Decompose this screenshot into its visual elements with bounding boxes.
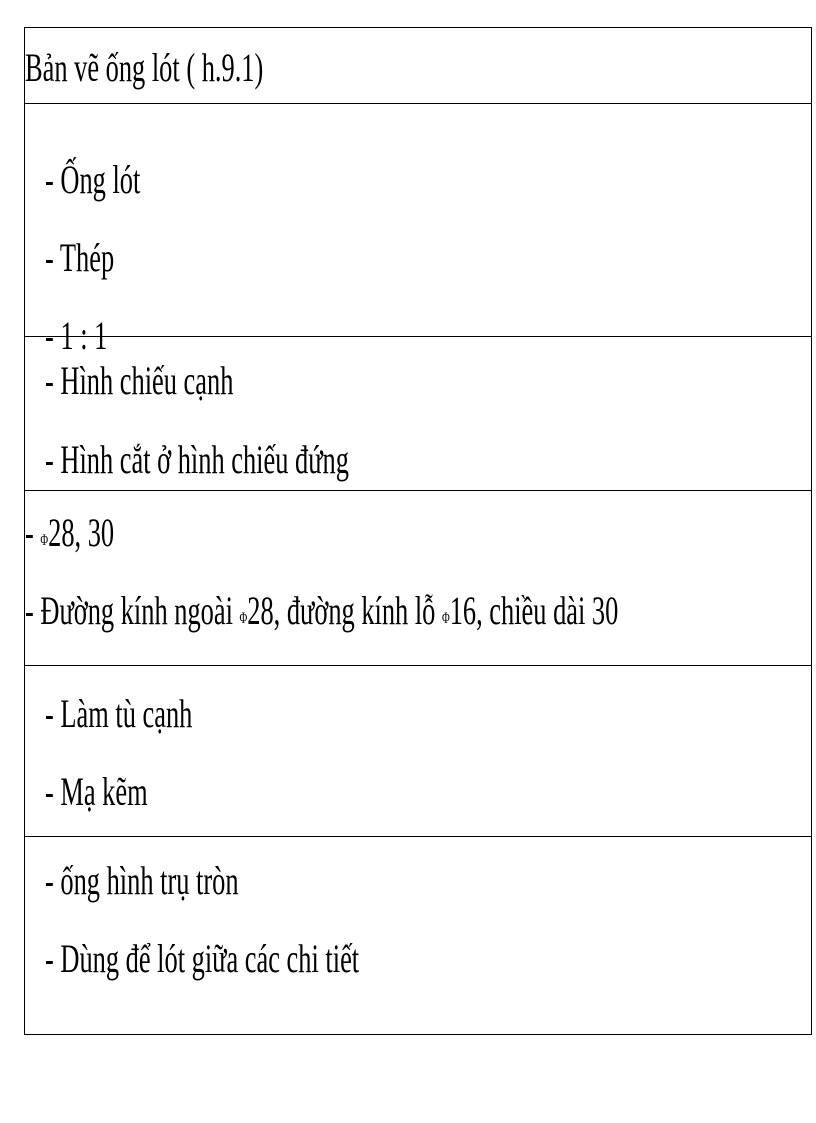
detailed-dimensions [25,588,619,639]
table-title: Bản vẽ ống lót ( h.9.1) [25,45,264,90]
coating-requirement: - Mạ kẽm [45,769,148,814]
overall-dimensions [25,510,115,561]
purpose-summary: - Dùng để lót giữa các chi tiết [45,936,360,981]
chamfer-requirement: - Làm tù cạnh [45,691,193,736]
detail-part1: - Đường kính ngoài [25,588,240,633]
material: - Thép [45,235,115,280]
phi-symbol: Φ [441,610,450,627]
drawing-analysis-table [24,27,812,1035]
phi-symbol: Φ [40,532,49,549]
detail-hole: 16, chiều dài 30 [449,588,619,633]
title-block-row [25,104,811,358]
dimensions-row [25,491,811,666]
section-view: - Hình cắt ở hình chiếu đứng [45,437,349,482]
title-row [25,28,811,104]
part-name: - Ống lót [45,157,141,202]
shape-summary: - ống hình trụ tròn [45,858,239,903]
phi-symbol: Φ [239,610,248,627]
side-view: - Hình chiếu cạnh [45,358,234,403]
overall-values: 28, 30 [48,510,115,555]
scale: - 1 : 1 [45,313,108,358]
technical-requirements-row [25,666,811,837]
views-row [25,337,811,491]
summary-row [25,837,811,1034]
detail-outer: 28, đường kính lỗ [247,588,442,633]
overall-prefix: - [25,510,41,555]
